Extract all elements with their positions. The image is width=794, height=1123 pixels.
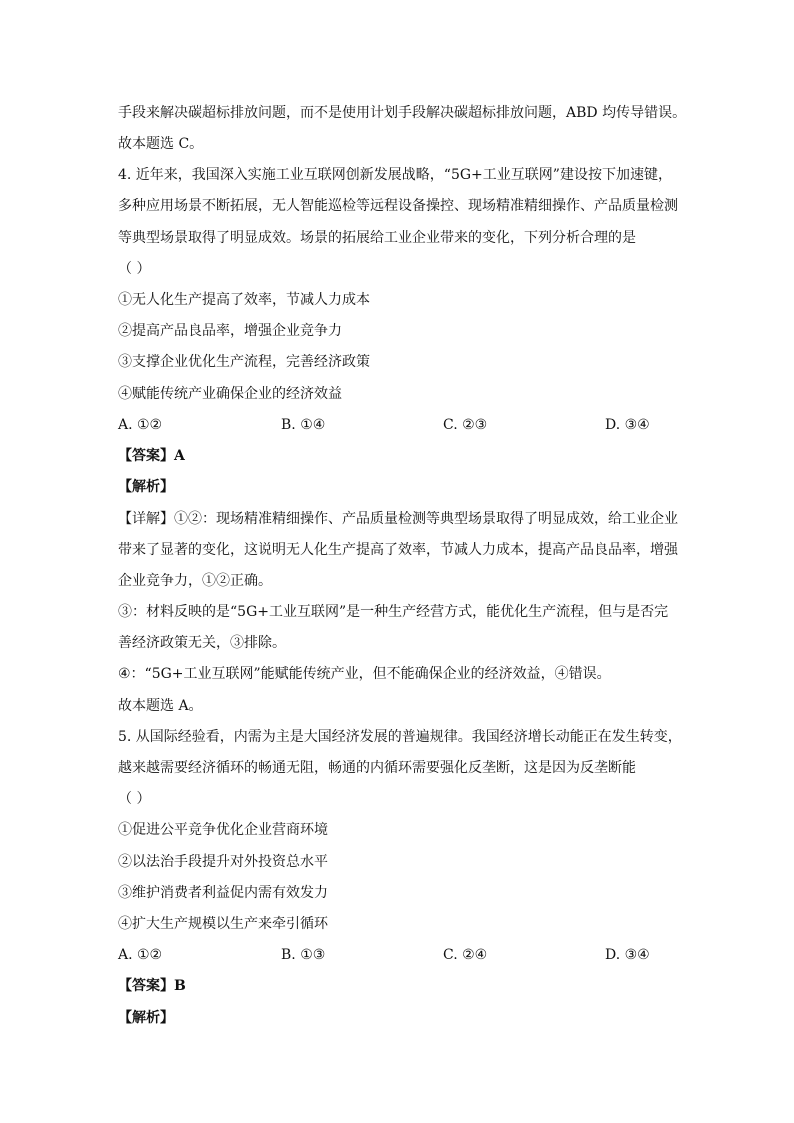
statement-item: ②提高产品良品率，增强企业竞争力	[118, 323, 342, 339]
detail-line: ③：材料反映的是“5G+工业互联网”是一种生产经营方式，能优化生产流程，但与是否完	[118, 604, 669, 620]
option-d: D. ③④	[605, 947, 650, 963]
statement-item: ①促进公平竞争优化企业营商环境	[118, 822, 328, 838]
detail-line: 企业竞争力，①②正确。	[118, 573, 272, 589]
conclusion-line: 故本题选 C。	[118, 136, 204, 152]
answer-label: 【答案】A	[118, 448, 185, 464]
analysis-label: 【解析】	[118, 479, 174, 495]
statement-item: ④扩大生产规模以生产来牵引循环	[118, 916, 328, 932]
option-b: B. ①③	[281, 947, 326, 963]
option-b: B. ①④	[281, 417, 326, 433]
answer-parenthesis: （ ）	[118, 791, 151, 807]
analysis-label: 【解析】	[118, 1010, 174, 1026]
conclusion-line: 故本题选 A。	[118, 698, 203, 714]
statement-item: ②以法治手段提升对外投资总水平	[118, 854, 328, 870]
question-stem-line: 4. 近年来，我国深入实施工业互联网创新发展战略，“5G+工业互联网”建设按下加速键，	[118, 167, 672, 183]
question-stem-line: 5. 从国际经验看，内需为主是大国经济发展的普遍规律。我国经济增长动能正在发生转变，	[118, 729, 682, 745]
statement-item: ①无人化生产提高了效率，节减人力成本	[118, 292, 370, 308]
question-stem-line: 多种应用场景不断拓展，无人智能巡检等远程设备操控、现场精准精细操作、产品质量检测	[118, 198, 678, 214]
paragraph-line: 手段来解决碳超标排放问题，而不是使用计划手段解决碳超标排放问题，ABD 均传导错误。	[118, 105, 687, 121]
detail-line: ④：“5G+工业互联网”能赋能传统产业，但不能确保企业的经济效益，④错误。	[118, 666, 611, 682]
answer-label: 【答案】B	[118, 978, 186, 994]
question-stem-line: 越来越需要经济循环的畅通无阻，畅通的内循环需要强化反垄断，这是因为反垄断能	[118, 760, 636, 776]
detail-line: 【详解】①②：现场精准精细操作、产品质量检测等典型场景取得了明显成效，给工业企业	[118, 511, 678, 527]
statement-item: ③维护消费者利益促内需有效发力	[118, 885, 328, 901]
statement-item: ④赋能传统产业确保企业的经济效益	[118, 386, 342, 402]
answer-parenthesis: （ ）	[118, 261, 151, 277]
option-c: C. ②④	[443, 947, 488, 963]
detail-line: 善经济政策无关，③排除。	[118, 635, 286, 651]
option-c: C. ②③	[443, 417, 488, 433]
detail-line: 带来了显著的变化，这说明无人化生产提高了效率，节减人力成本，提高产品良品率，增强	[118, 542, 678, 558]
question-stem-line: 等典型场景取得了明显成效。场景的拓展给工业企业带来的变化，下列分析合理的是	[118, 230, 636, 246]
statement-item: ③支撑企业优化生产流程，完善经济政策	[118, 354, 370, 370]
option-d: D. ③④	[605, 417, 650, 433]
option-a: A. ①②	[118, 417, 163, 433]
option-a: A. ①②	[118, 947, 163, 963]
